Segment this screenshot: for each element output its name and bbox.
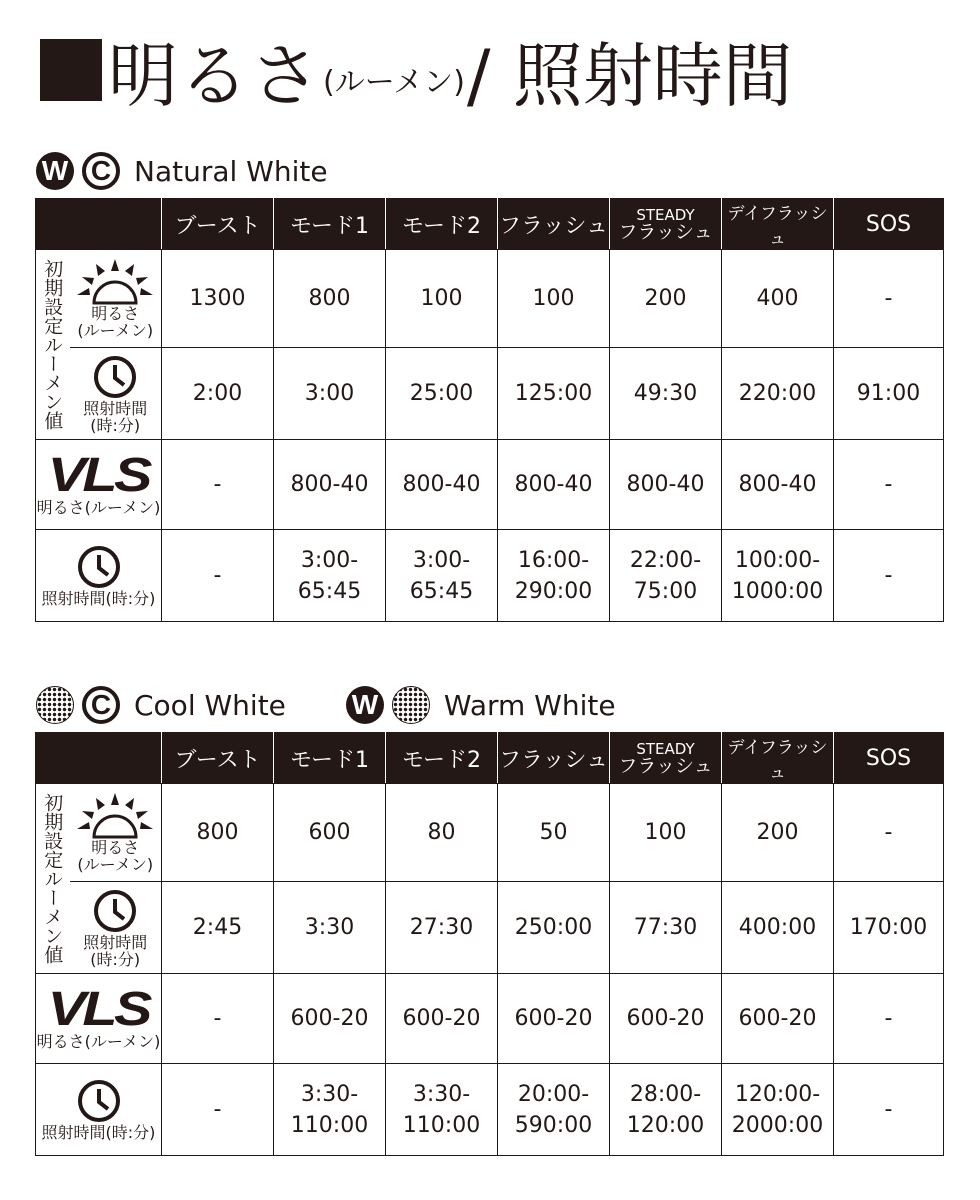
col-mode2: モード2 [386,199,498,250]
cell: - [162,1064,274,1156]
cell: 91:00 [834,348,944,440]
vls-runtime-row-header [36,530,162,622]
lumen-label: (ルーメン) [77,320,154,340]
cell: - [834,1064,944,1156]
clock-icon [76,1078,122,1124]
cell: - [834,440,944,530]
col-steady-flash [610,199,722,250]
cell: - [162,974,274,1064]
cell: 170:00 [834,882,944,974]
col-steady-flash [610,733,722,784]
vls-logo: VLS [47,449,150,502]
cell: 3:00- 65:45 [386,530,498,622]
legend-label-warm: Warm White [443,688,616,722]
cell: 2:00 [162,348,274,440]
cell: 27:30 [386,882,498,974]
cell: 400:00 [722,882,834,974]
vls-runtime-label: 照射時間(時:分) [41,1123,156,1142]
cell: 16:00- 290:00 [498,530,610,622]
cell: 3:00 [274,348,386,440]
runtime-label: 照射時間 [83,398,148,418]
legend-cool-warm-white [36,680,676,730]
col-day-flash: デイフラッシュ [722,199,834,250]
cell: 120:00- 2000:00 [722,1064,834,1156]
cell: - [834,250,944,348]
cell: 800-40 [386,440,498,530]
steady-label: STEADY [636,206,695,224]
runtime-label: 照射時間 [83,932,148,952]
clock-icon [76,544,122,590]
title-sub: (ルーメン) [323,65,465,100]
cell: - [834,530,944,622]
col-boost: ブースト [162,199,274,250]
legend-label: Natural White [134,154,328,188]
cell: 800-40 [274,440,386,530]
brightness-row-header [70,784,162,882]
sun-icon [76,259,154,305]
cell: 200 [722,784,834,882]
cell: 600-20 [274,974,386,1064]
sun-icon [76,793,154,839]
cell: 100:00- 1000:00 [722,530,834,622]
cell: 800-40 [722,440,834,530]
initial-value-label: 初期設定ルーメン値 [36,784,70,974]
cell: 600-20 [722,974,834,1064]
cell: 600 [274,784,386,882]
spec-table-natural-white [35,198,944,622]
steady-flash-label: フラッシュ [618,755,713,777]
cell: 20:00- 590:00 [498,1064,610,1156]
cell: 3:30- 110:00 [386,1064,498,1156]
c-badge-icon: C [82,152,120,190]
brightness-row-header [70,250,162,348]
vls-brightness-row-header [36,440,162,530]
legend-label-cool: Cool White [134,688,286,722]
cell: 77:30 [610,882,722,974]
vls-brightness-label: 明るさ(ルーメン) [36,1032,161,1051]
vls-runtime-label: 照射時間(時:分) [41,589,156,608]
cell: 2:45 [162,882,274,974]
cell: 800-40 [610,440,722,530]
clock-icon [92,354,138,400]
cell: 100 [386,250,498,348]
cell: 1300 [162,250,274,348]
page-title [40,30,793,117]
cell: 800 [162,784,274,882]
cell: 100 [610,784,722,882]
col-mode2: モード2 [386,733,498,784]
col-flash: フラッシュ [498,199,610,250]
cell: 49:30 [610,348,722,440]
initial-value-label: 初期設定ルーメン値 [36,250,70,440]
w-badge-icon: W [36,152,74,190]
cell: - [834,974,944,1064]
corner-cell [36,199,162,250]
hour-min-label: (時:分) [90,949,141,969]
cell: 3:30- 110:00 [274,1064,386,1156]
mesh-badge-icon [392,686,430,724]
runtime-row-header [70,882,162,974]
cell: 3:00- 65:45 [274,530,386,622]
steady-flash-label: フラッシュ [618,221,713,243]
cell: - [834,784,944,882]
cell: 400 [722,250,834,348]
cell: 200 [610,250,722,348]
col-boost: ブースト [162,733,274,784]
col-sos: SOS [834,733,944,784]
cell: 600-20 [498,974,610,1064]
vls-brightness-row-header [36,974,162,1064]
cell: 600-20 [386,974,498,1064]
cell: 600-20 [610,974,722,1064]
lumen-label: (ルーメン) [77,854,154,874]
col-mode1: モード1 [274,199,386,250]
hour-min-label: (時:分) [90,415,141,435]
cell: 80 [386,784,498,882]
spec-table-cool-warm-white [35,732,944,1156]
cell: 22:00- 75:00 [610,530,722,622]
title-main: 明るさ [108,34,321,117]
vls-runtime-row-header [36,1064,162,1156]
cell: 800-40 [498,440,610,530]
mesh-badge-icon [36,686,74,724]
cell: - [162,530,274,622]
title-rest: / 照射時間 [466,34,793,117]
cell: 25:00 [386,348,498,440]
col-day-flash: デイフラッシュ [722,733,834,784]
vls-brightness-label: 明るさ(ルーメン) [36,498,161,517]
cell: 125:00 [498,348,610,440]
cell: 250:00 [498,882,610,974]
c-badge-icon: C [82,686,120,724]
w-badge-icon: W [346,686,384,724]
clock-icon [92,888,138,934]
vls-logo: VLS [47,983,150,1036]
col-mode1: モード1 [274,733,386,784]
title-square-mark [40,39,102,101]
cell: 800 [274,250,386,348]
steady-label: STEADY [636,740,695,758]
col-sos: SOS [834,199,944,250]
corner-cell [36,733,162,784]
cell: - [162,440,274,530]
brightness-label: 明るさ [91,303,140,323]
cell: 220:00 [722,348,834,440]
brightness-label: 明るさ [91,837,140,857]
cell: 50 [498,784,610,882]
cell: 28:00- 120:00 [610,1064,722,1156]
legend-natural-white [36,146,388,196]
col-flash: フラッシュ [498,733,610,784]
cell: 3:30 [274,882,386,974]
runtime-row-header [70,348,162,440]
cell: 100 [498,250,610,348]
